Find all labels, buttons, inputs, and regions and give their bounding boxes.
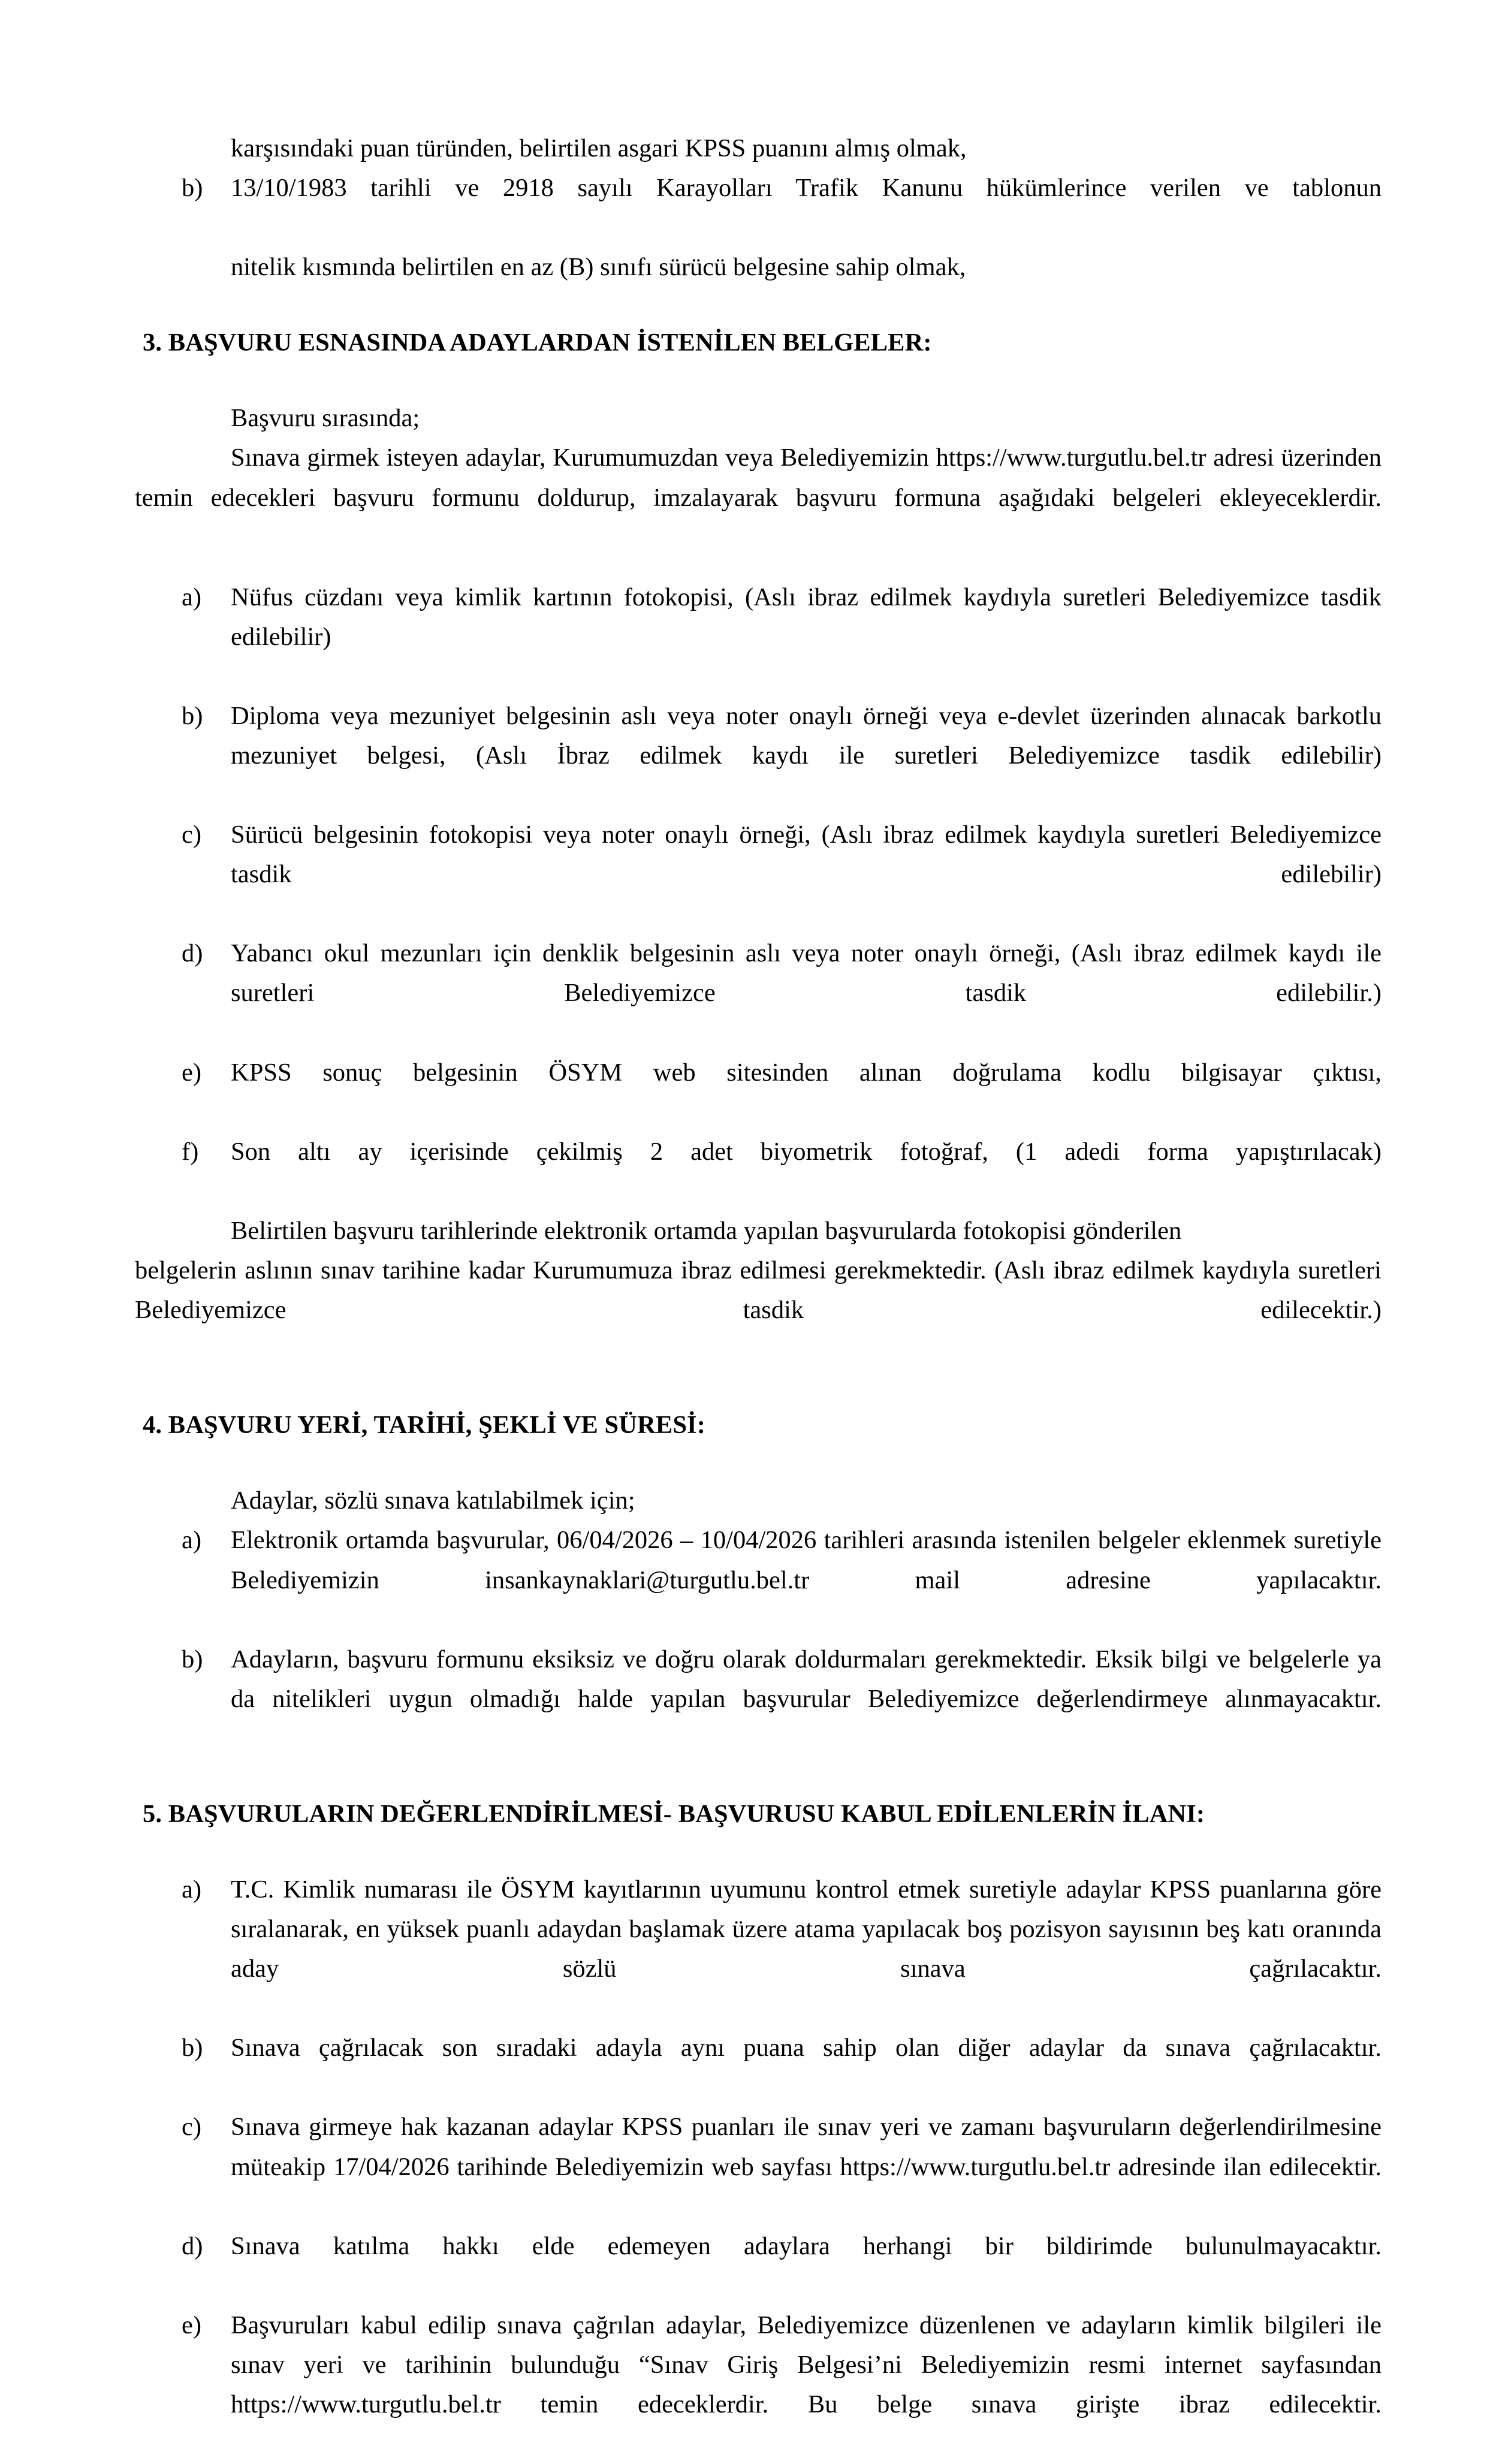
spacer (135, 1834, 1382, 1870)
list-item-text (231, 168, 1382, 248)
section-3-intro-1: Başvuru sırasında; (231, 404, 420, 433)
spacer (135, 287, 1382, 323)
section-3-list (135, 578, 1382, 1211)
list-item (135, 934, 1382, 1052)
section-5-heading: 5. BAŞVURULARIN DEĞERLENDİRİLMESİ- BAŞVURUSU KABUL EDİLENLERİN İLANI: (143, 1799, 1205, 1828)
list-item (135, 1132, 1382, 1211)
spacer (135, 1759, 1382, 1795)
list-marker: d) (182, 2231, 203, 2260)
list-marker: b) (182, 174, 203, 203)
list-item-text: Elektronik ortamda başvurular, 06/04/2026 – 10/04/2026 tarihleri arasında istenilen belgeler eklenmek suretiyle Belediyemizin insankaynaklari@turgutlu.bel.tr mail adresine yapılacaktır. (231, 1526, 1382, 1594)
section-3-heading: 3. BAŞVURU ESNASINDA ADAYLARDAN İSTENİLEN BELGELER: (143, 328, 932, 357)
list-marker: b) (182, 701, 203, 730)
list-marker: f) (182, 1137, 199, 1166)
list-item (135, 168, 1382, 248)
list-marker: a) (182, 583, 202, 611)
list-marker: b) (182, 2034, 203, 2062)
list-marker: a) (182, 1875, 202, 1904)
continuation-item-b-line-1: 13/10/1983 tarihli ve 2918 sayılı Karayolları Trafik Kanunu hükümlerince verilen ve tablonun (231, 174, 1382, 203)
list-item (135, 2227, 1382, 2306)
continuation-block (135, 129, 1382, 287)
list-item-text: Yabancı okul mezunları için denklik belgesinin aslı veya noter onaylı örneği, (Aslı ibraz edilmek kaydı ile suretleri Belediyemizce tasdik edilebilir.) (231, 939, 1382, 1008)
section-4-intro: Adaylar, sözlü sınava katılabilmek için; (231, 1486, 635, 1515)
list-item (135, 815, 1382, 934)
section-3-closing-indented: Belirtilen başvuru tarihlerinde elektronik ortamda yapılan başvurularda fotokopisi gönderilen (231, 1216, 1182, 1245)
list-marker: c) (182, 2113, 202, 2142)
list-item (135, 2028, 1382, 2107)
list-item-text: KPSS sonuç belgesinin ÖSYM web sitesinden alınan doğrulama kodlu bilgisayar çıktısı, (231, 1058, 1382, 1087)
list-item-text: Başvuruları kabul edilip sınava çağrılan adaylar, Belediyemizce düzenlenen ve adayların kimlik bilgileri ile sınav yeri ve tarihinin bulunduğu “Sınav Giriş Belgesi’ni Belediyemizin resmi internet sayfasından https://www.turgutlu.bel.tr temin edeceklerdir. Bu belge sınava girişte ibraz edilecektir. (231, 2311, 1382, 2418)
list-marker: e) (182, 2311, 202, 2339)
spacer (135, 363, 1382, 399)
list-item (135, 2306, 1382, 2464)
list-marker: c) (182, 821, 202, 849)
list-item-text: Diploma veya mezuniyet belgesinin aslı veya noter onaylı örneği veya e-devlet üzerinden alınacak barkotlu mezuniyet belgesi, (Aslı İbraz edilmek kaydı ile suretleri Belediyemizce tasdik edilebilir) (231, 701, 1382, 770)
list-item (135, 2107, 1382, 2226)
continuation-list (135, 168, 1382, 248)
list-item (135, 1640, 1382, 1759)
list-marker: d) (182, 939, 203, 968)
continuation-line-1: karşısındaki puan türünden, belirtilen asgari KPSS puanını almış olmak, (231, 134, 967, 162)
spacer (135, 1370, 1382, 1406)
list-item (135, 1870, 1382, 2028)
list-item-text: T.C. Kimlik numarası ile ÖSYM kayıtlarının uyumunu kontrol etmek suretiyle adaylar KPSS puanlarına göre sıralanarak, en yüksek puanlı adaydan başlamak üzere atama yapılacak boş pozisyon sayısının beş katı oranında aday sözlü sınava çağrılacaktır. (231, 1875, 1382, 1983)
section-3-intro-2: Sınava girmek isteyen adaylar, Kurumumuzdan veya Belediyemizin https://www.turgutlu.bel.tr adresi üzerinden temin edecekleri başvuru formunu doldurup, imzalayarak başvuru formuna aşağıdaki belgeleri ekleyeceklerdir. (135, 444, 1382, 512)
list-item-text: Sınava katılma hakkı elde edemeyen adaylara herhangi bir bildirimde bulunulmayacaktır. (231, 2231, 1382, 2260)
spacer (135, 557, 1382, 578)
list-item-text: Sürücü belgesinin fotokopisi veya noter onaylı örneği, (Aslı ibraz edilmek kaydıyla suretleri Belediyemizce tasdik edilebilir) (231, 821, 1382, 889)
continuation-line-3: nitelik kısmında belirtilen en az (B) sınıfı sürücü belgesine sahip olmak, (231, 253, 966, 282)
list-item-text: Nüfus cüzdanı veya kimlik kartının fotokopisi, (Aslı ibraz edilmek kaydıyla suretleri Belediyemizce tasdik edilebilir) (231, 583, 1382, 651)
section-3-closing-rest: belgelerin aslının sınav tarihine kadar Kurumumuza ibraz edilmesi gerekmektedir. (Aslı ibraz edilmek kaydıyla suretleri Belediyemizce tasdik edilecektir.) (135, 1256, 1382, 1325)
list-marker: a) (182, 1526, 202, 1555)
list-item (135, 696, 1382, 815)
list-item-text: Adayların, başvuru formunu eksiksiz ve doğru olarak doldurmaları gerekmektedir. Eksik bilgi ve belgelerle ya da nitelikleri uygun olmadığı halde yapılan başvurular Belediyemizce değerlendirmeye alınmayacaktır. (231, 1645, 1382, 1713)
section-4-heading: 4. BAŞVURU YERİ, TARİHİ, ŞEKLİ VE SÜRESİ: (143, 1411, 705, 1440)
list-item (135, 1053, 1382, 1132)
list-item-text: Sınava girmeye hak kazanan adaylar KPSS puanları ile sınav yeri ve zamanı başvuruların değerlendirilmesine müteakip 17/04/2026 tarihinde Belediyemizin web sayfası https://www.turgutlu.bel.tr adresinde ilan edilecektir. (231, 2113, 1382, 2181)
section-4-list (135, 1521, 1382, 1758)
spacer (135, 1445, 1382, 1481)
list-item (135, 1521, 1382, 1639)
list-item-text: Son altı ay içerisinde çekilmiş 2 adet biyometrik fotoğraf, (1 adedi forma yapıştırılacak) (231, 1137, 1382, 1166)
document-body (135, 129, 1382, 2464)
list-marker: b) (182, 1645, 203, 1673)
list-item (135, 578, 1382, 696)
list-item-text: Sınava çağrılacak son sıradaki adayla aynı puana sahip olan diğer adaylar da sınava çağrılacaktır. (231, 2034, 1382, 2062)
section-5-list (135, 1870, 1382, 2464)
list-marker: e) (182, 1058, 202, 1087)
